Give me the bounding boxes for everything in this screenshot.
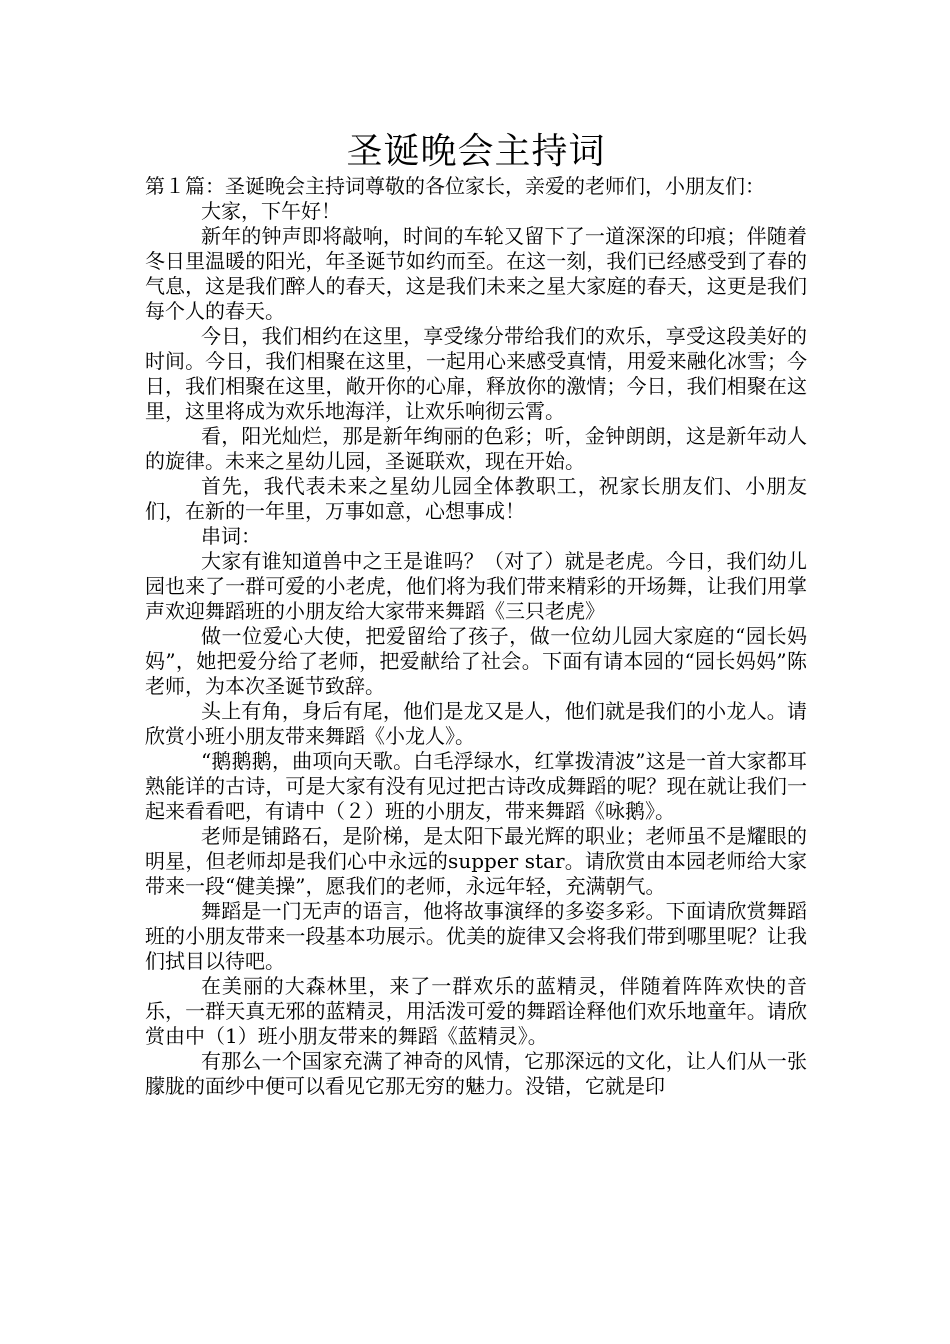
paragraph: 舞蹈是一门无声的语言，他将故事演绎的多姿多彩。下面请欣赏舞蹈班的小朋友带来一段基本功展示。优美的旋律又会将我们带到哪里呢？让我们拭目以待吧。 <box>145 899 807 973</box>
paragraph: 首先，我代表未来之星幼儿园全体教职工，祝家长朋友们、小朋友们，在新的一年里，万事如意，心想事成！ <box>145 474 807 523</box>
document-body <box>145 199 807 1099</box>
paragraph: “鹅鹅鹅，曲项向天歌。白毛浮绿水，红掌拨清波”这是一首大家都耳熟能详的古诗，可是大家有没有见过把古诗改成舞蹈的呢？现在就让我们一起来看看吧，有请中（２）班的小朋友，带来舞蹈《咏鹅》。 <box>145 749 807 823</box>
paragraph: 老师是铺路石，是阶梯，是太阳下最光辉的职业；老师虽不是耀眼的明星，但老师却是我们心中永远的supper star。请欣赏由本园老师给大家带来一段“健美操”，愿我们的老师，永远年轻，充满朝气。 <box>145 824 807 898</box>
paragraph: 有那么一个国家充满了神奇的风情，它那深远的文化，让人们从一张朦胧的面纱中便可以看见它那无穷的魅力。没错，它就是印 <box>145 1049 807 1098</box>
paragraph: 新年的钟声即将敲响，时间的车轮又留下了一道深深的印痕；伴随着冬日里温暖的阳光，年圣诞节如约而至。在这一刻，我们已经感受到了春的气息，这是我们醉人的春天，这是我们未来之星大家庭的春天，这更是我们每个人的春天。 <box>145 224 807 323</box>
paragraph: 做一位爱心大使，把爱留给了孩子，做一位幼儿园大家庭的“园长妈妈”，她把爱分给了老师，把爱献给了社会。下面有请本园的“园长妈妈”陈老师，为本次圣诞节致辞。 <box>145 624 807 698</box>
intro-line: 第１篇：圣诞晚会主持词尊敬的各位家长，亲爱的老师们，小朋友们： <box>145 174 765 198</box>
paragraph: 串词： <box>201 524 261 548</box>
paragraph: 今日，我们相约在这里，享受缘分带给我们的欢乐，享受这段美好的时间。今日，我们相聚在这里，一起用心来感受真情，用爱来融化冰雪；今日，我们相聚在这里，敞开你的心扉，释放你的激情；今日，我们相聚在这里，这里将成为欢乐地海洋，让欢乐响彻云霄。 <box>145 324 807 423</box>
paragraph: 看，阳光灿烂，那是新年绚丽的色彩；听，金钟朗朗，这是新年动人的旋律。未来之星幼儿园，圣诞联欢，现在开始。 <box>145 424 807 473</box>
paragraph: 头上有角，身后有尾，他们是龙又是人，他们就是我们的小龙人。请欣赏小班小朋友带来舞蹈《小龙人》。 <box>145 699 807 748</box>
paragraph: 大家有谁知道兽中之王是谁吗？（对了）就是老虎。今日，我们幼儿园也来了一群可爱的小老虎，他们将为我们带来精彩的开场舞，让我们用掌声欢迎舞蹈班的小朋友给大家带来舞蹈《三只老虎》 <box>145 549 807 623</box>
document-page <box>145 130 807 1099</box>
paragraph: 大家，下午好！ <box>201 199 341 223</box>
document-title: 圣诞晚会主持词 <box>346 131 606 172</box>
paragraph: 在美丽的大森林里，来了一群欢乐的蓝精灵，伴随着阵阵欢快的音乐，一群天真无邪的蓝精灵，用活泼可爱的舞蹈诠释他们欢乐地童年。请欣赏由中（1）班小朋友带来的舞蹈《蓝精灵》。 <box>145 974 807 1048</box>
